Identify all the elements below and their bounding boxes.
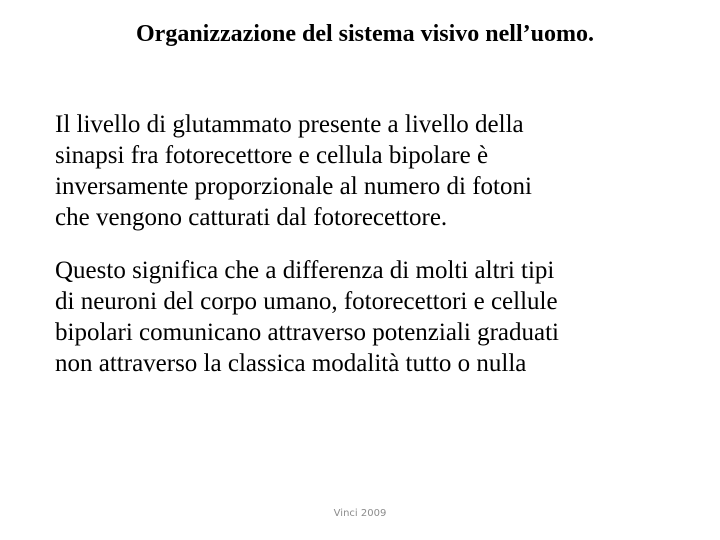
text-line: che vengono catturati dal fotorecettore. <box>55 204 448 231</box>
text-line: di neuroni del corpo umano, fotorecettori e cellule <box>55 288 558 315</box>
text-line: Questo significa che a differenza di molti altri tipi <box>55 257 555 284</box>
text-line: bipolari comunicano attraverso potenziali graduati <box>55 319 559 346</box>
text-line: inversamente proporzionale al numero di fotoni <box>55 173 532 200</box>
text-line: non attraverso la classica modalità tutto o nulla <box>55 350 527 377</box>
slide-body <box>55 109 695 379</box>
paragraph-glutamate <box>55 109 695 233</box>
slide-footer: Vinci 2009 <box>333 508 387 519</box>
text-line: sinapsi fra fotorecettore e cellula bipolare è <box>55 142 489 169</box>
slide-title: Organizzazione del sistema visivo nell’uomo. <box>136 21 594 47</box>
text-line: Il livello di glutammato presente a livello della <box>55 111 524 138</box>
paragraph-graded-potentials <box>55 255 695 379</box>
